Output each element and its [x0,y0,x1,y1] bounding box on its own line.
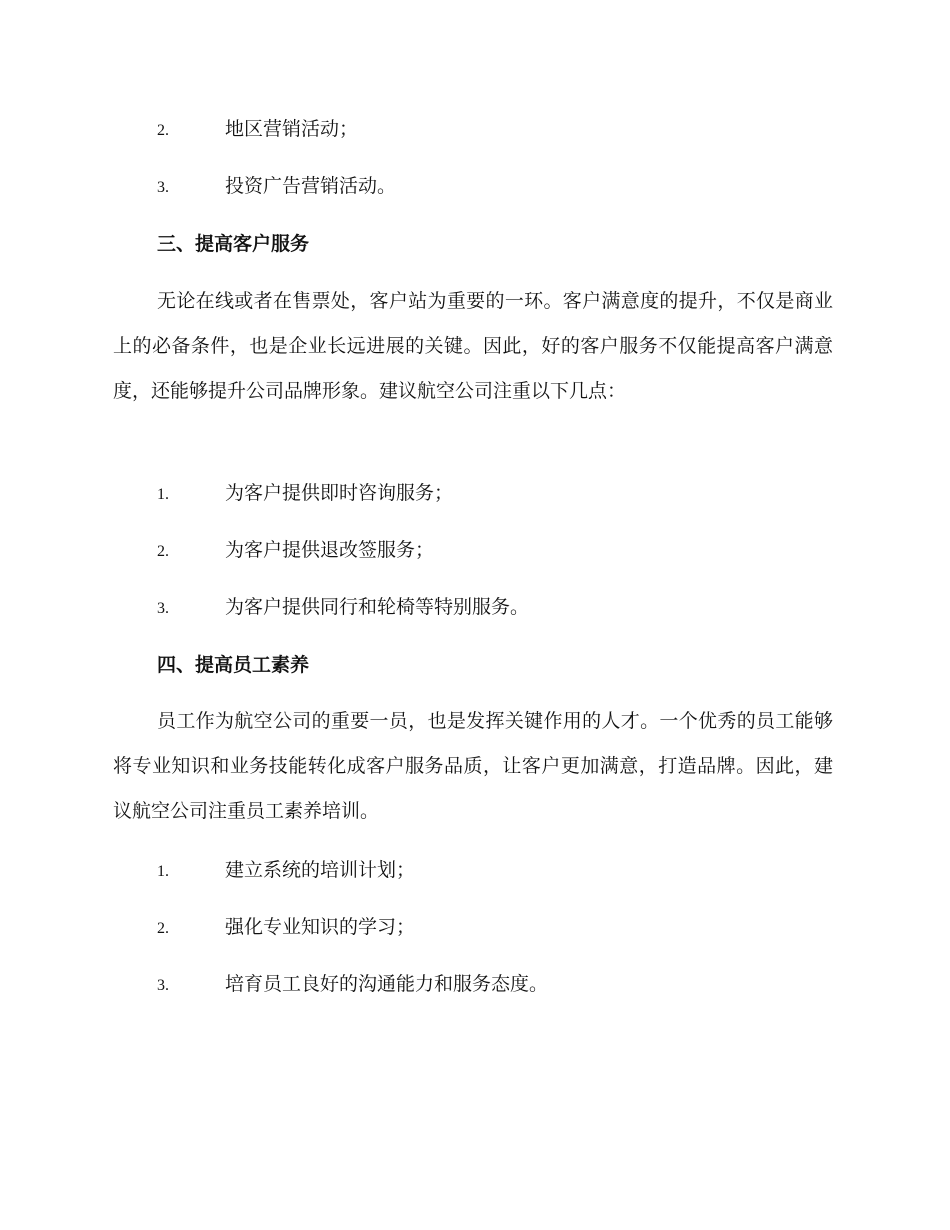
list-item-text: 投资广告营销活动。 [225,175,397,197]
list-item [157,912,415,942]
list-item-number: 3. [157,977,169,994]
section-heading: 三、提高客户服务 [157,233,310,255]
list-item-text: 培育员工良好的沟通能力和服务态度。 [225,973,549,995]
list-item [157,592,529,622]
list-item-text: 地区营销活动； [225,118,359,140]
list-item-text: 为客户提供同行和轮椅等特别服务。 [225,596,530,618]
list-item-text: 建立系统的培训计划； [225,859,416,881]
list-item-number: 2. [157,920,169,937]
list-item-number: 2. [157,543,169,560]
list-item [157,171,396,201]
list-item-number: 1. [157,486,169,503]
list-item-text: 强化专业知识的学习； [225,916,416,938]
list-item-number: 1. [157,863,169,880]
list-item-number: 3. [157,179,169,196]
list-item [157,114,358,144]
section-paragraph: 无论在线或者在售票处，客户站为重要的一环。客户满意度的提升，不仅是商业上的必备条件，也是企业长远进展的关键。因此，好的客户服务不仅能提高客户满意度，还能够提升公司品牌形象。建议航空公司注重以下几点： [113,290,833,402]
list-item-text: 为客户提供即时咨询服务； [225,482,454,504]
list-item [157,535,434,565]
list-item [157,478,453,508]
list-item-text: 为客户提供退改签服务； [225,539,435,561]
section-heading: 四、提高员工素养 [157,654,310,676]
list-item [157,855,415,885]
list-item [157,969,548,999]
section-paragraph: 员工作为航空公司的重要一员，也是发挥关键作用的人才。一个优秀的员工能够将专业知识和业务技能转化成客户服务品质，让客户更加满意，打造品牌。因此，建议航空公司注重员工素养培训。 [113,710,833,822]
list-item-number: 2. [157,122,169,139]
list-item-number: 3. [157,600,169,617]
